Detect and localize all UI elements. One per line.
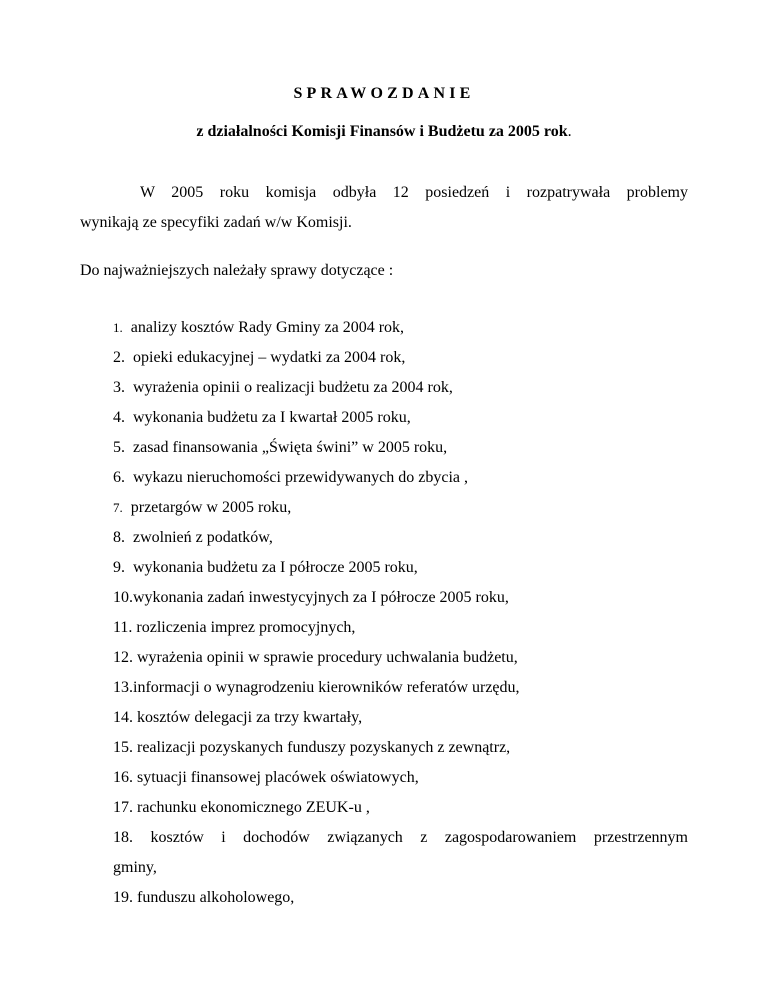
list-item-number: 14. — [113, 709, 133, 726]
list-item — [113, 648, 688, 668]
subtitle-text: z działalności Komisji Finansów i Budżetu za 2005 rok — [196, 123, 568, 140]
list-item-number: 4. — [113, 409, 125, 426]
list-item-text: funduszu alkoholowego, — [137, 889, 295, 906]
list-item-number: 10. — [113, 589, 133, 606]
list-item-number: 6. — [113, 469, 125, 486]
list-item-number: 2. — [113, 349, 125, 366]
list-item — [113, 618, 688, 638]
list-item — [113, 528, 688, 548]
list-item-text: kosztów delegacji za trzy kwartały, — [137, 709, 363, 726]
list-item-text: wyrażenia opinii o realizacji budżetu za 2004 rok, — [133, 379, 453, 396]
list-item-text: analizy kosztów Rady Gminy za 2004 rok, — [130, 319, 405, 336]
document-title: SPRAWOZDANIE — [293, 85, 475, 102]
list-item-text: zasad finansowania „Święta świni” w 2005 roku, — [133, 439, 448, 456]
list-item — [113, 678, 688, 698]
list-intro: Do najważniejszych należały sprawy dotyczące : — [80, 262, 394, 279]
list-item-continuation: gminy, — [113, 859, 157, 876]
list-item — [113, 798, 688, 818]
list-item — [113, 378, 688, 398]
subtitle-period: . — [567, 123, 572, 140]
list-item — [113, 708, 688, 728]
list-item-text: wykonania zadań inwestycyjnych za I półrocze 2005 roku, — [133, 589, 509, 606]
list-item — [113, 768, 688, 788]
list-item — [113, 558, 688, 578]
summary-line-1: W 2005 roku komisja odbyła 12 posiedzeń i rozpatrywała problemy — [140, 184, 688, 201]
list-item-text: wykonania budżetu za I kwartał 2005 roku, — [133, 409, 411, 426]
summary-paragraph — [80, 178, 688, 238]
list-item-number: 8. — [113, 529, 125, 546]
list-item — [113, 738, 688, 758]
list-item-text: rachunku ekonomicznego ZEUK-u , — [137, 799, 370, 816]
list-item-number: 3. — [113, 379, 125, 396]
list-item — [113, 318, 688, 338]
list-item-line-1 — [113, 823, 688, 853]
list-item-number: 13. — [113, 679, 133, 696]
list-item-text: wykonania budżetu za I półrocze 2005 roku, — [133, 559, 418, 576]
list-item-number: 5. — [113, 439, 125, 456]
list-item-number: 17. — [113, 799, 133, 816]
list-item-text: sytuacji finansowej placówek oświatowych, — [137, 769, 419, 786]
list-item — [113, 498, 688, 518]
list-item-text: kosztów i dochodów związanych z zagospodarowaniem przestrzennym — [150, 829, 688, 846]
list-item-number: 7. — [113, 500, 123, 515]
list-item-text: informacji o wynagrodzeniu kierowników referatów urzędu, — [133, 679, 520, 696]
list-item — [113, 588, 688, 608]
list-item-number: 9. — [113, 559, 125, 576]
list-item — [113, 888, 688, 908]
list-item-text: realizacji pozyskanych funduszy pozyskanych z zewnątrz, — [137, 739, 511, 756]
list-item — [113, 348, 688, 368]
list-item-number: 1. — [113, 320, 123, 335]
list-item — [113, 468, 688, 488]
list-item-text: wykazu nieruchomości przewidywanych do zbycia , — [133, 469, 468, 486]
list-item-text: wyrażenia opinii w sprawie procedury uchwalania budżetu, — [137, 649, 518, 666]
document-subtitle — [0, 123, 768, 141]
list-item-text: opieki edukacyjnej – wydatki za 2004 rok, — [133, 349, 406, 366]
list-item-number: 12. — [113, 649, 133, 666]
list-item-text: rozliczenia imprez promocyjnych, — [136, 619, 356, 636]
list-item — [113, 408, 688, 428]
list-item-number: 11. — [113, 619, 133, 636]
list-item — [113, 438, 688, 458]
list-item-number: 16. — [113, 769, 133, 786]
list-item — [113, 823, 688, 883]
list-item-number: 19. — [113, 889, 133, 906]
list-item-text: przetargów w 2005 roku, — [130, 499, 292, 516]
list-item-text: zwolnień z podatków, — [133, 529, 273, 546]
summary-line-2: wynikają ze specyfiki zadań w/w Komisji. — [80, 214, 352, 231]
list-item-number: 15. — [113, 739, 133, 756]
list-item-number: 18. — [113, 829, 133, 846]
